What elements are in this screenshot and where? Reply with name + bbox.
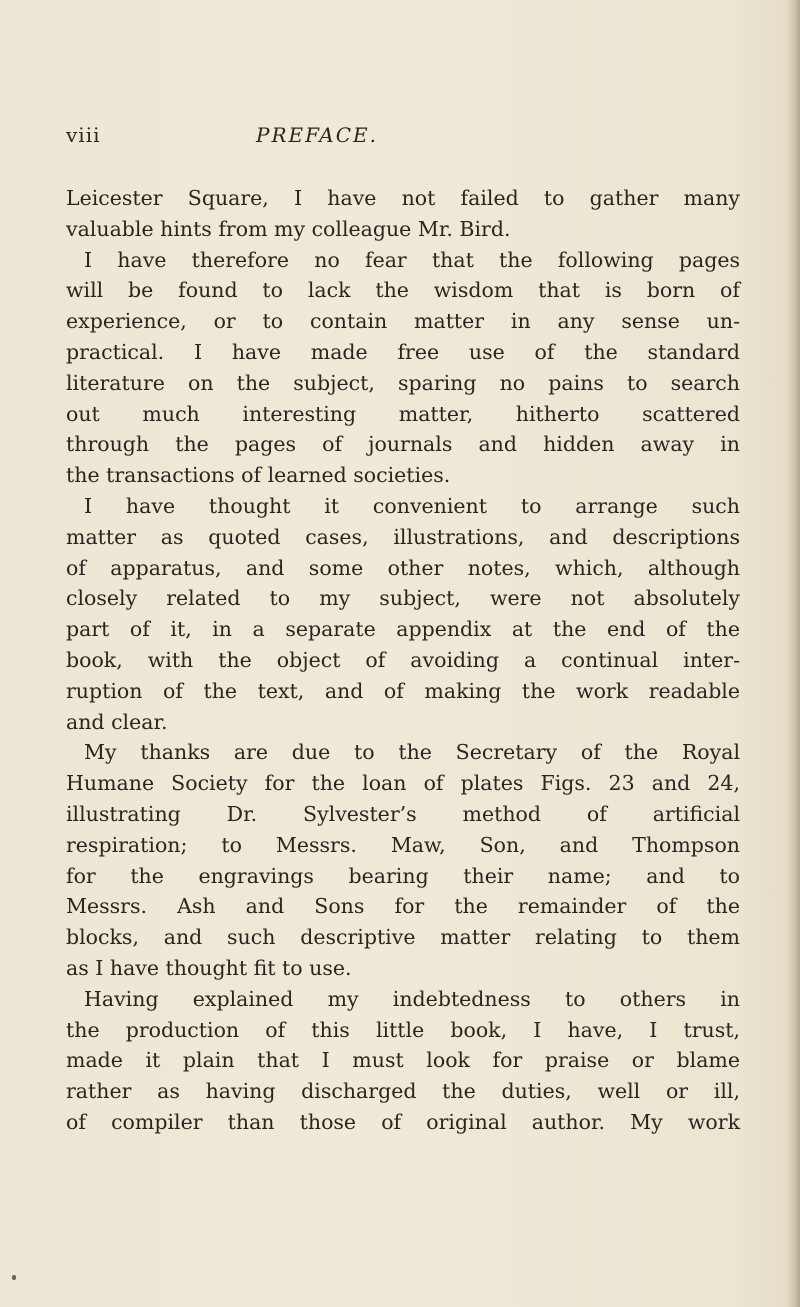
text-line: book, with the object of avoiding a continual inter- [66, 647, 740, 672]
text-line: Having explained my indebtedness to others in [84, 986, 740, 1011]
text-line: practical. I have made free use of the standard [66, 339, 740, 364]
text-line: experience, or to contain matter in any sense un- [66, 309, 740, 334]
text-line: blocks, and such descriptive matter relating to them [66, 925, 740, 950]
text-line: Messrs. Ash and Sons for the remainder of the [66, 894, 740, 919]
text-line: Humane Society for the loan of plates Figs. 23 and 24, [66, 771, 740, 796]
text-line: of compiler than those of original author. My work [66, 1109, 740, 1134]
page-number: viii [66, 123, 101, 147]
text-line: part of it, in a separate appendix at the end of the [66, 617, 740, 642]
text-line: of apparatus, and some other notes, which, although [66, 555, 740, 580]
text-line: as I have thought fit to use. [66, 955, 352, 980]
text-line: closely related to my subject, were not absolutely [66, 586, 740, 611]
text-line: through the pages of journals and hidden away in [66, 432, 740, 457]
text-line: Leicester Square, I have not failed to gather many [66, 186, 740, 210]
text-line: for the engravings bearing their name; and to [66, 863, 740, 888]
text-line: I have therefore no fear that the following pages [84, 247, 740, 272]
text-line: matter as quoted cases, illustrations, and descriptions [66, 524, 740, 549]
text-line: and clear. [66, 709, 168, 734]
text-line: respiration; to Messrs. Maw, Son, and Thompson [66, 832, 740, 857]
page-edge-shadow [786, 0, 800, 1307]
text-line: illustrating Dr. Sylvester’s method of artificial [66, 801, 740, 826]
text-line: out much interesting matter, hitherto scattered [66, 401, 740, 426]
text-line: the production of this little book, I have, I trust, [66, 1017, 740, 1042]
text-line: literature on the subject, sparing no pains to search [66, 370, 740, 395]
running-title: PREFACE. [256, 123, 378, 147]
text-line: My thanks are due to the Secretary of the Royal [84, 740, 740, 765]
ink-speck [12, 1275, 16, 1280]
text-line: made it plain that I must look for praise or blame [66, 1048, 740, 1073]
text-line: the transactions of learned societies. [66, 463, 451, 488]
text-line: I have thought it convenient to arrange such [84, 493, 740, 518]
text-line: rather as having discharged the duties, well or ill, [66, 1079, 740, 1104]
text-line: will be found to lack the wisdom that is born of [66, 278, 740, 303]
body-text [66, 183, 740, 1138]
running-head [66, 123, 666, 153]
text-line: valuable hints from my colleague Mr. Bird. [66, 216, 511, 241]
text-line: ruption of the text, and of making the work readable [66, 678, 740, 703]
